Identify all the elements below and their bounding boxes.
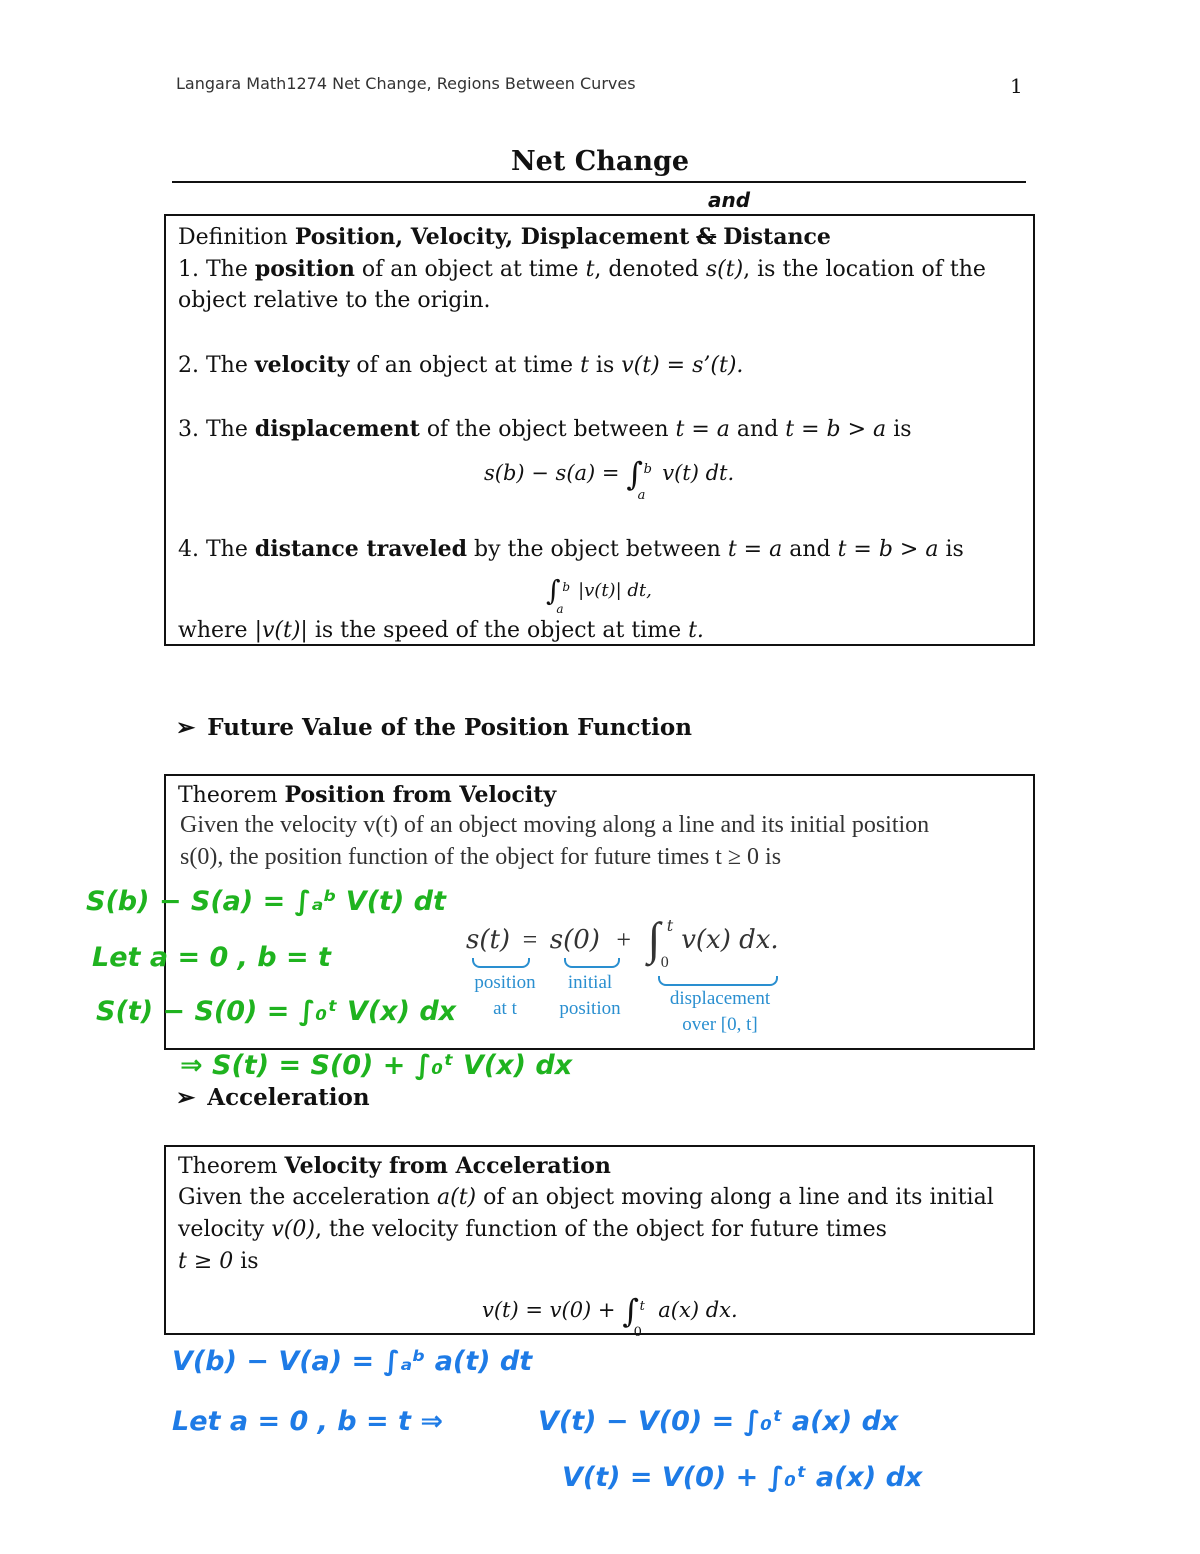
distance-formula: ∫ b a |v(t)| dt,	[546, 574, 652, 616]
brace-position	[472, 958, 530, 968]
theorem1-line2: s(0), the position function of the object for future times t ≥ 0 is	[180, 844, 782, 870]
section-acceleration: ➢ Acceleration	[176, 1084, 370, 1111]
theorem1-heading: Theorem Position from Velocity	[178, 782, 557, 808]
page-number: 1	[1010, 74, 1023, 98]
theorem2-formula: v(t) = v(0) + ∫ t 0 a(x) dx.	[482, 1292, 738, 1340]
definition-box	[164, 214, 1035, 646]
definition-item-3: 3. The displacement of the object between t = a and t = b > a is	[178, 416, 912, 442]
caption-position: position at t	[474, 972, 536, 1019]
theorem2-line3: t ≥ 0 is	[178, 1249, 259, 1274]
theorem2-line1: Given the acceleration a(t) of an object moving along a line and its initial	[178, 1185, 994, 1210]
running-header: Langara Math1274 Net Change, Regions Between Curves	[176, 74, 636, 93]
handwritten-green-3: S(t) − S(0) = ∫₀ᵗ V(x) dx	[96, 996, 457, 1027]
brace-displacement	[658, 976, 778, 986]
handwritten-blue-3: V(t) − V(0) = ∫₀ᵗ a(x) dx	[538, 1406, 899, 1437]
definition-item-4: 4. The distance traveled by the object between t = a and t = b > a is	[178, 536, 964, 562]
caption-initial: initial position	[559, 972, 621, 1019]
theorem2-line2: velocity v(0), the velocity function of the object for future times	[178, 1217, 887, 1242]
handwritten-blue-4: V(t) = V(0) + ∫₀ᵗ a(x) dx	[562, 1462, 923, 1493]
title-rule	[172, 181, 1026, 183]
handwritten-green-1: S(b) − S(a) = ∫ₐᵇ V(t) dt	[86, 886, 446, 917]
arrow-bullet-icon: ➢	[176, 1084, 196, 1111]
theorem2-heading: Theorem Velocity from Acceleration	[178, 1153, 611, 1179]
displacement-formula: s(b) − s(a) = ∫ b a v(t) dt.	[484, 455, 735, 503]
definition-item-2: 2. The velocity of an object at time t is v(t) = s’(t).	[178, 352, 744, 378]
caption-displacement: displacement over [0, t]	[669, 988, 771, 1035]
handwritten-blue-1: V(b) − V(a) = ∫ₐᵇ a(t) dt	[172, 1346, 533, 1377]
section-future-value: ➢ Future Value of the Position Function	[176, 714, 692, 741]
handwritten-blue-2: Let a = 0 , b = t ⇒	[172, 1406, 443, 1437]
definition-heading: Definition Position, Velocity, Displacement & Distance	[178, 224, 831, 250]
definition-item-1: 1. The position of an object at time t, denoted s(t), is the location of the	[178, 256, 986, 282]
theorem-velocity-box	[164, 1145, 1035, 1340]
page-title: Net Change	[510, 146, 690, 177]
handwritten-green-2: Let a = 0 , b = t	[92, 942, 331, 973]
definition-item-1-cont: object relative to the origin.	[178, 288, 491, 313]
arrow-bullet-icon: ➢	[176, 714, 196, 741]
definition-where: where |v(t)| is the speed of the object at time t.	[178, 618, 704, 643]
handwritten-green-4: ⇒ S(t) = S(0) + ∫₀ᵗ V(x) dx	[180, 1050, 573, 1081]
struck-ampersand: &	[696, 224, 717, 250]
brace-initial	[564, 958, 620, 968]
theorem1-formula: s(t) = s(0) + ∫ t 0 v(x) dx.	[466, 913, 779, 971]
theorem1-line1: Given the velocity v(t) of an object moving along a line and its initial position	[180, 812, 930, 838]
handwritten-and: and	[708, 188, 751, 212]
